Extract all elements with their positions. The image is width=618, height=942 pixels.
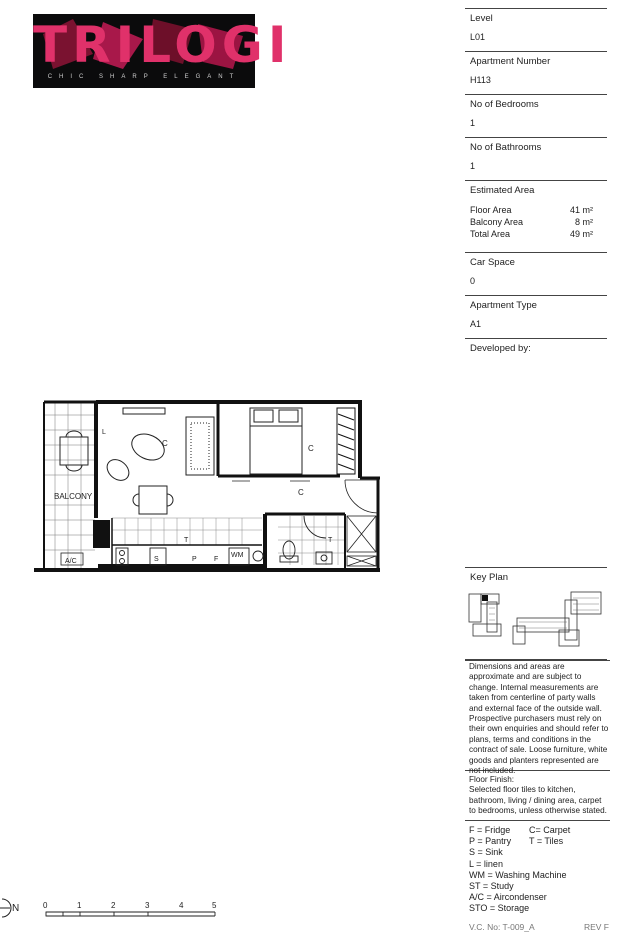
apartment-label: Apartment Number <box>470 56 551 67</box>
legend-section <box>465 820 610 919</box>
floor-finish-text: Selected floor tiles to kitchen, bathroom, living / dining area, carpet to bedrooms, unless otherwise stated. <box>469 785 607 816</box>
level-value: L01 <box>470 32 486 42</box>
key-plan <box>465 567 607 660</box>
notes-section <box>465 660 610 919</box>
bedrooms-label: No of Bedrooms <box>470 99 539 110</box>
floor-plan <box>34 396 384 576</box>
area-label: Estimated Area <box>470 185 535 196</box>
type-value: A1 <box>470 319 482 329</box>
type-row <box>465 295 607 338</box>
wm-label: WM <box>231 552 244 559</box>
disclaimer-text: Dimensions and areas are approximate and are subject to change. Internal measurements are taken from centerline of party walls and external face of the outside wall. Prospective purchasers must rely on their own enquiries and should refer to plans, terms and conditions in the contract of sale. Loose furniture, white goods and planters represented are not included. <box>469 662 609 776</box>
living-furniture <box>103 408 214 514</box>
car-label: Car Space <box>470 257 515 268</box>
hall-carpet-label: C <box>298 488 304 497</box>
bath-tiles-label: T <box>328 537 333 544</box>
key-plan-drawing <box>467 590 607 655</box>
apartment-row <box>465 51 607 94</box>
bedrooms-value: 1 <box>470 118 476 128</box>
scale-tick-1: 1 <box>77 901 82 910</box>
legend-linen: L = linen <box>469 858 503 869</box>
bedroom-carpet-label: C <box>308 444 314 453</box>
floor-area-label: Floor Area <box>470 205 512 215</box>
info-panel <box>465 8 607 368</box>
developer-row <box>465 338 607 368</box>
disclaimer-section <box>465 660 610 776</box>
legend-sink: S = Sink <box>469 847 503 858</box>
apartment-value: H113 <box>470 75 491 85</box>
scale-bar <box>40 898 225 922</box>
bathrooms-row <box>465 137 607 180</box>
total-area-label: Total Area <box>470 229 511 239</box>
car-value: 0 <box>470 276 476 286</box>
key-plan-marker <box>482 595 488 601</box>
kitchen-tiles-label: T <box>184 537 189 544</box>
footer <box>469 922 609 932</box>
bathroom-tiles <box>278 516 345 565</box>
linen-label: L <box>102 429 106 436</box>
pantry-label: P <box>192 556 197 563</box>
storage <box>347 516 376 566</box>
bathrooms-value: 1 <box>470 161 476 171</box>
floor-finish-title: Floor Finish: <box>469 775 515 784</box>
floor-area-value: 41 m² <box>569 205 593 215</box>
ac-label: A/C <box>65 558 77 565</box>
legend-ac: A/C = Aircondenser <box>469 892 547 903</box>
balcony-area-value: 8 m² <box>575 217 593 227</box>
legend-pantry: P = Pantry <box>469 836 512 847</box>
scale-tick-5: 5 <box>212 901 217 910</box>
sink-label: S <box>154 556 159 563</box>
legend-storage: STO = Storage <box>469 903 530 914</box>
level-label: Level <box>470 13 493 24</box>
balcony-table <box>60 431 88 471</box>
balcony-label: BALCONY <box>54 492 93 501</box>
walls <box>34 402 380 570</box>
scale-tick-4: 4 <box>179 901 184 910</box>
level-row <box>465 8 607 51</box>
column <box>93 520 110 548</box>
revision: REV F <box>583 922 609 932</box>
bed <box>250 408 302 474</box>
bedrooms-row <box>465 94 607 137</box>
floor-finish-section <box>465 770 610 820</box>
balcony-tiles <box>44 402 95 568</box>
area-table <box>470 204 607 240</box>
area-row <box>465 180 607 252</box>
legend-wm: WM = Washing Machine <box>469 869 567 880</box>
scale-tick-0: 0 <box>43 901 48 910</box>
scale-tick-3: 3 <box>145 901 150 910</box>
brand-logo <box>33 14 292 88</box>
scale-tick-2: 2 <box>111 901 116 910</box>
wardrobe <box>337 408 355 474</box>
legend-study: ST = Study <box>469 881 514 892</box>
entry-door <box>345 480 378 513</box>
balcony-area-label: Balcony Area <box>470 217 524 227</box>
type-label: Apartment Type <box>470 300 537 311</box>
car-row <box>465 252 607 295</box>
developer-label: Developed by: <box>470 343 531 354</box>
fridge-label: F <box>214 556 219 563</box>
key-plan-title: Key Plan <box>470 572 509 583</box>
vc-number: V.C. No: T-009_A <box>469 922 535 932</box>
legend-tiles: T = Tiles <box>529 836 564 847</box>
bathrooms-label: No of Bathrooms <box>470 142 542 153</box>
brand-tagline: CHIC SHARP ELEGANT <box>47 74 241 80</box>
legend-fridge: F = Fridge <box>469 825 511 835</box>
north-label: N <box>12 903 20 914</box>
brand-name: TRILOGI <box>33 16 292 74</box>
key-plan-section <box>465 567 607 660</box>
living-carpet-label: C <box>162 439 168 448</box>
legend-carpet: C= Carpet <box>529 825 571 835</box>
total-area-value: 49 m² <box>569 229 593 239</box>
